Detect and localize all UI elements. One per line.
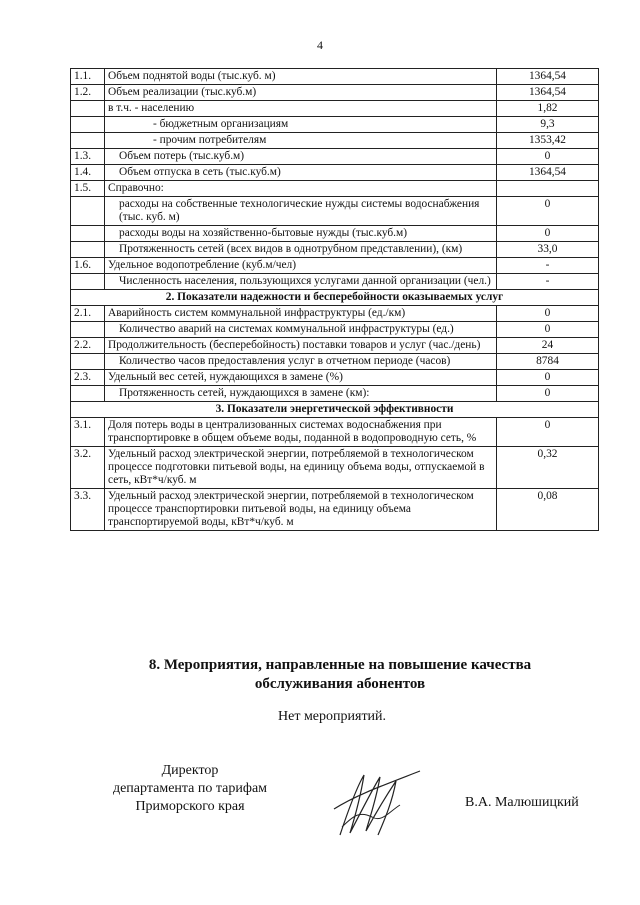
row-number [71, 117, 105, 133]
row-value: - [497, 274, 599, 290]
indicators-table [70, 68, 599, 531]
row-label: Протяженность сетей, нуждающихся в замене (км): [105, 386, 497, 402]
row-value: 0,08 [497, 489, 599, 531]
row-number [71, 101, 105, 117]
table-row [71, 117, 599, 133]
row-number: 1.5. [71, 181, 105, 197]
row-label: Объем реализации (тыс.куб.м) [105, 85, 497, 101]
table-row [71, 306, 599, 322]
row-number: 1.6. [71, 258, 105, 274]
row-value: 9,3 [497, 117, 599, 133]
section-row [71, 402, 599, 418]
table-row [71, 447, 599, 489]
no-measures-text: Нет мероприятий. [278, 709, 387, 724]
section-row [71, 290, 599, 306]
table-row [71, 386, 599, 402]
row-value: - [497, 258, 599, 274]
director-line-1: Директор [161, 763, 219, 778]
row-value [497, 181, 599, 197]
row-number: 2.1. [71, 306, 105, 322]
row-label: Объем отпуска в сеть (тыс.куб.м) [105, 165, 497, 181]
row-value: 0 [497, 386, 599, 402]
table-row [71, 69, 599, 85]
table-row [71, 322, 599, 338]
row-label: - прочим потребителям [105, 133, 497, 149]
row-label: в т.ч. - населению [105, 101, 497, 117]
row-value: 33,0 [497, 242, 599, 258]
row-label: Протяженность сетей (всех видов в однотрубном представлении), (км) [105, 242, 497, 258]
row-value: 0 [497, 370, 599, 386]
row-label: Доля потерь воды в централизованных системах водоснабжения при транспортировке в общем объеме воды, поданной в водопроводную сеть, % [105, 418, 497, 447]
row-label: - бюджетным организациям [105, 117, 497, 133]
row-value: 0 [497, 418, 599, 447]
table-row [71, 354, 599, 370]
row-number: 3.2. [71, 447, 105, 489]
row-label: Аварийность систем коммунальной инфраструктуры (ед./км) [105, 306, 497, 322]
row-value: 1,82 [497, 101, 599, 117]
director-line-2: департамента по тарифам [112, 781, 268, 796]
row-number: 2.3. [71, 370, 105, 386]
row-number: 1.2. [71, 85, 105, 101]
row-value: 1353,42 [497, 133, 599, 149]
table-row [71, 370, 599, 386]
row-number [71, 386, 105, 402]
row-number [71, 197, 105, 226]
row-number [71, 226, 105, 242]
row-label: Удельное водопотребление (куб.м/чел) [105, 258, 497, 274]
director-title [90, 762, 290, 816]
section-title: 3. Показатели энергетической эффективности [71, 402, 599, 418]
row-label: расходы на собственные технологические нужды системы водоснабжения (тыс. куб. м) [105, 197, 497, 226]
table-row [71, 101, 599, 117]
director-line-3: Приморского края [135, 799, 245, 814]
table-row [71, 338, 599, 354]
row-number [71, 274, 105, 290]
row-value: 0 [497, 226, 599, 242]
row-label: Удельный расход электрической энергии, потребляемой в технологическом процессе транспортировки питьевой воды, на единицу объема транспортируемой воды, кВт*ч/куб. м [105, 489, 497, 531]
section-heading [0, 656, 640, 694]
heading-line-1: 8. Мероприятия, направленные на повышение качества [148, 657, 532, 673]
table-row [71, 226, 599, 242]
row-label: Количество часов предоставления услуг в отчетном периоде (часов) [105, 354, 497, 370]
row-number [71, 242, 105, 258]
section-title: 2. Показатели надежности и бесперебойности оказываемых услуг [71, 290, 599, 306]
row-label: Удельный вес сетей, нуждающихся в замене (%) [105, 370, 497, 386]
row-number [71, 354, 105, 370]
signature [320, 765, 430, 845]
table-row [71, 149, 599, 165]
row-value: 0 [497, 149, 599, 165]
heading-line-2: обслуживания абонентов [254, 676, 426, 692]
row-value: 0,32 [497, 447, 599, 489]
row-label: Численность населения, пользующихся услугами данной организации (чел.) [105, 274, 497, 290]
table-row [71, 85, 599, 101]
row-number [71, 322, 105, 338]
row-number: 1.3. [71, 149, 105, 165]
row-number [71, 133, 105, 149]
row-value: 0 [497, 197, 599, 226]
page-number: 4 [317, 38, 323, 52]
row-number: 2.2. [71, 338, 105, 354]
table-row [71, 418, 599, 447]
table-row [71, 133, 599, 149]
row-number: 1.4. [71, 165, 105, 181]
table-row [71, 165, 599, 181]
row-label: Количество аварий на системах коммунальной инфраструктуры (ед.) [105, 322, 497, 338]
row-label: Справочно: [105, 181, 497, 197]
row-number: 3.3. [71, 489, 105, 531]
row-number: 1.1. [71, 69, 105, 85]
row-label: Объем потерь (тыс.куб.м) [105, 149, 497, 165]
table-row [71, 242, 599, 258]
row-label: Удельный расход электрической энергии, потребляемой в технологическом процессе подготовки питьевой воды, на единицу объема воды, отпускаемой в сеть, кВт*ч/куб. м [105, 447, 497, 489]
row-value: 24 [497, 338, 599, 354]
row-label: расходы воды на хозяйственно-бытовые нужды (тыс.куб.м) [105, 226, 497, 242]
row-number: 3.1. [71, 418, 105, 447]
table-row [71, 274, 599, 290]
table-row [71, 258, 599, 274]
row-label: Продолжительность (бесперебойность) поставки товаров и услуг (час./день) [105, 338, 497, 354]
row-value: 1364,54 [497, 85, 599, 101]
row-value: 1364,54 [497, 69, 599, 85]
row-value: 8784 [497, 354, 599, 370]
row-value: 0 [497, 306, 599, 322]
row-label: Объем поднятой воды (тыс.куб. м) [105, 69, 497, 85]
row-value: 0 [497, 322, 599, 338]
signer-name: В.А. Малюшицкий [465, 795, 579, 810]
table-row [71, 181, 599, 197]
row-value: 1364,54 [497, 165, 599, 181]
table-row [71, 489, 599, 531]
table-row [71, 197, 599, 226]
